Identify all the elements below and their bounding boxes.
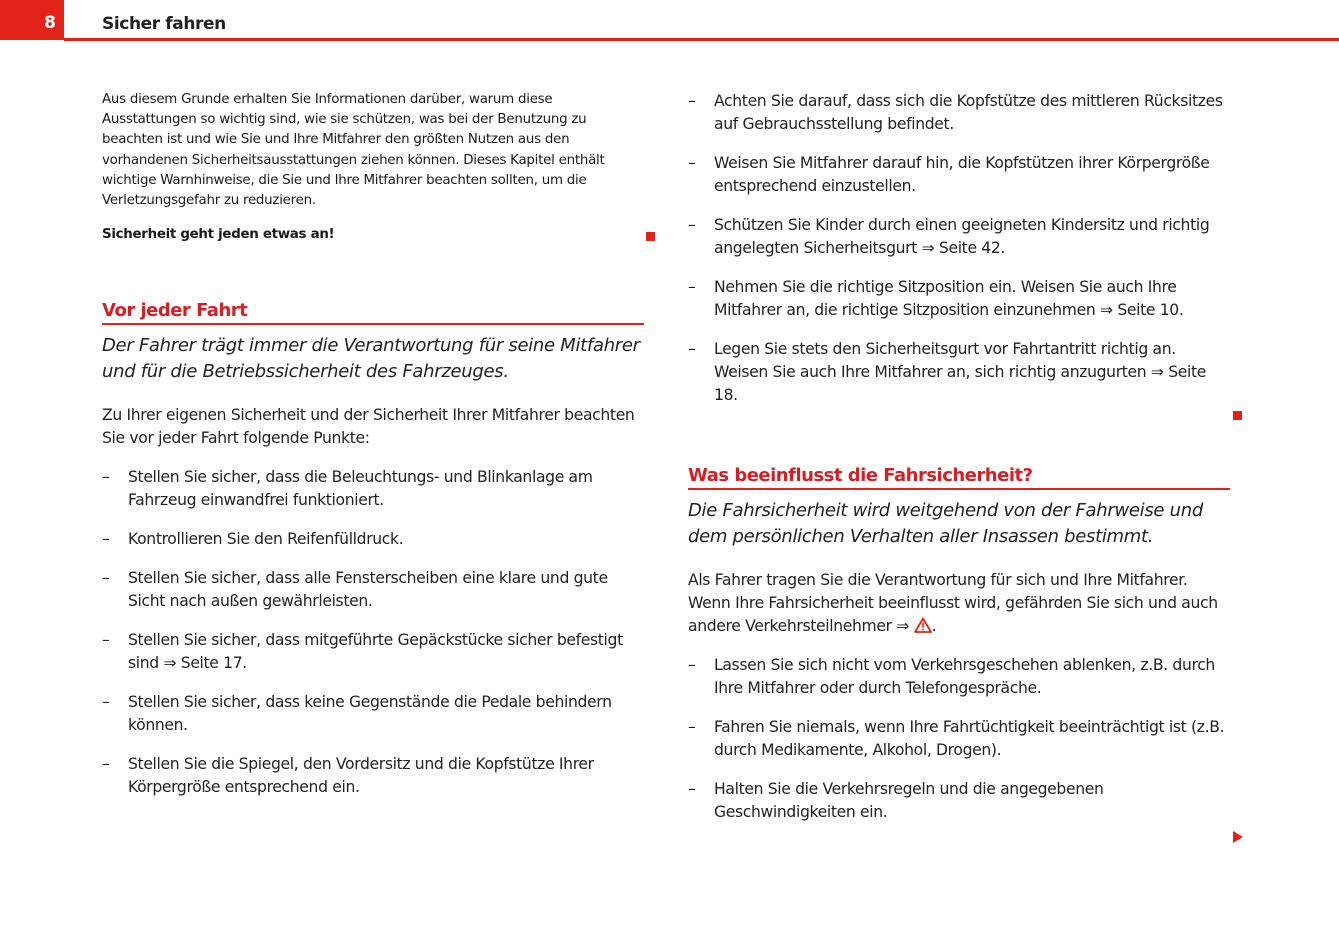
list-item: – Kontrollieren Sie den Reifenfülldruck. [102, 528, 644, 551]
list-item: – Lassen Sie sich nicht vom Verkehrsgeschehen ablenken, z.B. durch Ihre Mitfahrer oder durch Telefongespräche. [688, 656, 1215, 697]
section-heading-vor-jeder-fahrt: Vor jeder Fahrt [102, 300, 644, 325]
list-item: – Stellen Sie die Spiegel, den Vordersitz und die Kopfstütze Ihrer Körpergröße entsprechend ein. [102, 755, 594, 797]
list-item: – Halten Sie die Verkehrsregeln und die angegebenen Geschwindigkeiten ein. [688, 780, 1104, 821]
safety-tagline: Sicherheit geht jeden etwas an! [102, 227, 335, 243]
section-end-square-icon [1233, 411, 1242, 420]
list-item: – Fahren Sie niemals, wenn Ihre Fahrtüchtigkeit beeinträchtigt ist (z.B. durch Medikamente, Alkohol, Drogen). [688, 718, 1225, 759]
dash-icon: – [688, 656, 696, 674]
dash-icon: – [688, 340, 696, 358]
dash-icon: – [688, 92, 696, 110]
list-item: – Legen Sie stets den Sicherheitsgurt vor Fahrtantritt richtig an. Weisen Sie auch Ihre Mitfahrer an, sich richtig anzugurten ⇒ Seite 18. [688, 340, 1207, 404]
dash-icon: – [688, 278, 696, 296]
section-end-square-icon [646, 232, 655, 241]
right-column [688, 90, 1230, 824]
warning-triangle-icon [914, 617, 932, 633]
list-item: – Nehmen Sie die richtige Sitzposition ein. Weisen Sie auch Ihre Mitfahrer an, die richtige Sitzposition einzunehmen ⇒ Seite 10. [688, 278, 1184, 319]
list-item: – Stellen Sie sicher, dass keine Gegenstände die Pedale behindern können. [102, 693, 612, 735]
list-item: – Stellen Sie sicher, dass alle Fensterscheiben eine klare und gute Sicht nach außen gewährleisten. [102, 569, 608, 611]
list-item: – Achten Sie darauf, dass sich die Kopfstütze des mittleren Rücksitzes auf Gebrauchsstellung befindet. [688, 92, 1223, 133]
section-body: Als Fahrer tragen Sie die Verantwortung für sich und Ihre Mitfahrer. Wenn Ihre Fahrsicherheit beeinflusst wird, gefährden Sie sich und auch andere Verkehrsteilnehmer ⇒ . [688, 571, 1218, 635]
dash-icon: – [102, 693, 110, 712]
section-body: Zu Ihrer eigenen Sicherheit und der Sicherheit Ihrer Mitfahrer beachten Sie vor jeder Fahrt folgende Punkte: [102, 406, 635, 448]
checklist [102, 466, 644, 799]
dash-icon: – [688, 780, 696, 798]
dash-icon: – [102, 468, 110, 487]
intro-paragraph: Aus diesem Grunde erhalten Sie Informationen darüber, warum diese Ausstattungen so wichtig sind, wie sie schützen, was bei der Benutzung zu beachten ist und wie Sie und Ihre Mitfahrer den größten Nutzen aus den vorhandenen Sicherheitsausstattungen ziehen können. Dieses Kapitel enthält wichtige Warnhinweise, die Sie und Ihre Mitfahrer beachten sollten, um die Verletzungsgefahr zu reduzieren. [102, 92, 605, 209]
section-lead: Die Fahrsicherheit wird weitgehend von der Fahrweise und dem persönlichen Verhalten aller Insassen bestimmt. [688, 500, 1203, 547]
behaviour-list [688, 654, 1230, 824]
continue-arrow-icon [1233, 831, 1243, 843]
section-heading-fahrsicherheit: Was beeinflusst die Fahrsicherheit? [688, 465, 1230, 490]
list-item: – Weisen Sie Mitfahrer darauf hin, die Kopfstützen ihrer Körpergröße entsprechend einzustellen. [688, 154, 1210, 195]
list-item: – Stellen Sie sicher, dass die Beleuchtungs- und Blinkanlage am Fahrzeug einwandfrei funktioniert. [102, 468, 593, 510]
dash-icon: – [688, 718, 696, 736]
left-column [102, 90, 644, 799]
dash-icon: – [102, 755, 110, 774]
list-item: – Schützen Sie Kinder durch einen geeigneten Kindersitz und richtig angelegten Sicherheitsgurt ⇒ Seite 42. [688, 216, 1210, 257]
dash-icon: – [102, 631, 110, 650]
checklist-continued [688, 90, 1230, 407]
dash-icon: – [102, 530, 110, 549]
dash-icon: – [688, 154, 696, 172]
chapter-title: Sicher fahren [102, 14, 226, 34]
page-number: 8 [44, 13, 56, 33]
dash-icon: – [688, 216, 696, 234]
list-item: – Stellen Sie sicher, dass mitgeführte Gepäckstücke sicher befestigt sind ⇒ Seite 17. [102, 631, 623, 673]
dash-icon: – [102, 569, 110, 588]
header-rule [64, 38, 1339, 41]
section-lead: Der Fahrer trägt immer die Verantwortung für seine Mitfahrer und für die Betriebssicherheit des Fahrzeuges. [102, 335, 640, 383]
